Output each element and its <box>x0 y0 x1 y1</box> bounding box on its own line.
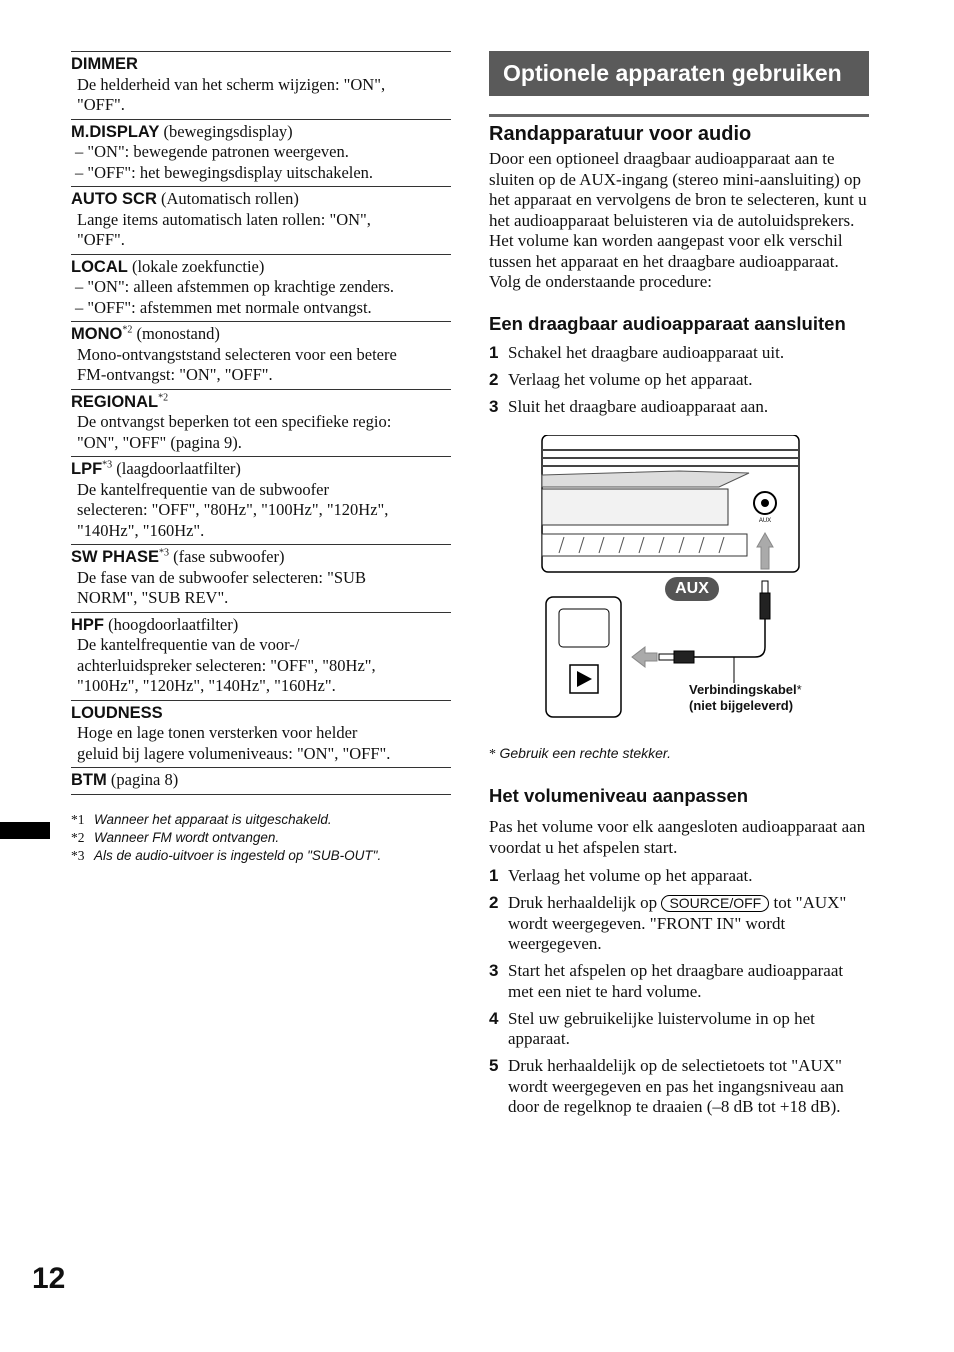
setting-term: LOCAL <box>71 257 128 276</box>
step-number: 5 <box>489 1056 499 1075</box>
setting-entry <box>71 389 451 457</box>
step-number: 4 <box>489 1008 499 1028</box>
setting-header <box>71 615 451 636</box>
right-column <box>489 51 869 1124</box>
asterisk-note: * Gebruik een rechte stekker. <box>489 745 671 762</box>
setting-entry <box>71 612 451 700</box>
step-number: 3 <box>489 396 499 416</box>
setting-header <box>71 392 451 413</box>
left-arrow-icon <box>632 647 657 667</box>
footnote <box>71 829 451 847</box>
connect-steps <box>489 343 869 418</box>
setting-description: Hoge en lage tonen versterken voor helder <box>77 723 358 742</box>
setting-header <box>71 189 451 210</box>
setting-header <box>71 703 451 724</box>
volume-steps <box>489 866 869 1118</box>
step-text: Druk herhaaldelijk op de selectietoets tot "AUX" wordt weergegeven en pas het ingangsniveau aan door de regelknop te draaien (–8 dB tot +18 dB). <box>508 1056 844 1116</box>
aux-tag: AUX <box>665 577 719 601</box>
setting-note: (Automatisch rollen) <box>156 189 299 208</box>
section-rule <box>489 114 869 117</box>
setting-description: NORM", "SUB REV". <box>77 588 229 607</box>
step-number: 1 <box>489 342 499 362</box>
setting-term: LOUDNESS <box>71 703 163 722</box>
step-item <box>489 866 869 887</box>
setting-header <box>71 54 451 75</box>
step-text: Sluit het draagbare audioapparaat aan. <box>508 396 769 416</box>
footnote-ref: *2 <box>158 392 169 403</box>
step-item <box>489 961 869 1002</box>
step-text: Schakel het draagbare audioapparaat uit. <box>508 342 785 362</box>
step-item <box>489 370 869 391</box>
setting-description: De helderheid van het scherm wijzigen: "ON", <box>77 74 386 94</box>
step-number: 2 <box>489 893 499 912</box>
setting-note: (lokale zoekfunctie) <box>127 256 265 276</box>
setting-header <box>71 257 451 278</box>
setting-term: HPF <box>71 615 104 634</box>
settings-list <box>71 51 451 865</box>
section-tab <box>0 822 50 839</box>
setting-description: – "ON": alleen afstemmen op krachtige zenders. <box>75 277 395 296</box>
setting-header <box>71 770 451 791</box>
setting-header <box>71 547 451 568</box>
setting-description: – "ON": bewegende patronen weergeven. <box>75 142 349 161</box>
footnote-ref: *2 <box>122 324 133 336</box>
volume-intro: Pas het volume voor elk aangesloten audioapparaat aan voordat u het afspelen start. <box>489 817 866 857</box>
setting-term: M.DISPLAY <box>71 122 160 141</box>
step-number: 3 <box>489 961 499 980</box>
setting-entry <box>71 254 451 322</box>
setting-description: "OFF". <box>77 95 125 114</box>
setting-entry <box>71 51 451 119</box>
step-number: 1 <box>489 866 499 885</box>
setting-note: (pagina 8) <box>106 770 179 789</box>
setting-entry <box>71 700 451 768</box>
step-text: Stel uw gebruikelijke luistervolume in op het apparaat. <box>508 1008 815 1048</box>
setting-term: LPF <box>71 460 103 478</box>
step-item <box>489 397 869 418</box>
footnote <box>71 811 451 829</box>
setting-description: FM-ontvangst: "ON", "OFF". <box>77 365 273 384</box>
page-number: 12 <box>32 1262 66 1295</box>
setting-entry <box>71 119 451 187</box>
footnote-ref: *3 <box>159 547 170 559</box>
setting-description: – "OFF": afstemmen met normale ontvangst. <box>75 297 372 317</box>
setting-note: (bewegingsdisplay) <box>159 121 293 141</box>
connection-diagram <box>489 435 869 735</box>
display-window <box>542 489 728 525</box>
step-item <box>489 1056 869 1118</box>
setting-description: De fase van de subwoofer selecteren: "SUB <box>77 567 366 587</box>
aux-jack-label: AUX <box>758 518 772 524</box>
footnote-mark: *3 <box>71 847 85 863</box>
setting-description: De kantelfrequentie van de voor-/ <box>77 635 300 654</box>
step-text: Verlaag het volume op het apparaat. <box>508 369 753 389</box>
setting-description: geluid bij lagere volumeniveaus: "ON", "OFF". <box>77 743 391 763</box>
cable-label: Verbindingskabel* (niet bijgeleverd) <box>689 682 802 713</box>
step-number: 2 <box>489 369 499 389</box>
setting-description: "140Hz", "160Hz". <box>77 520 205 540</box>
setting-entry <box>71 186 451 254</box>
volume-title: Het volumeniveau aanpassen <box>489 785 749 806</box>
setting-header <box>71 459 451 480</box>
step-item <box>489 343 869 364</box>
setting-note: (laagdoorlaatfilter) <box>112 459 241 478</box>
step-item <box>489 1009 869 1050</box>
setting-entry <box>71 456 451 544</box>
setting-description: achterluidspreker selecteren: "OFF", "80Hz", <box>77 655 376 675</box>
footnote-mark: *2 <box>71 829 85 845</box>
player-screen <box>559 609 609 647</box>
setting-description: "ON", "OFF" (pagina 9). <box>77 432 242 452</box>
footnote-mark: *1 <box>71 811 85 827</box>
setting-entry <box>71 544 451 612</box>
setting-note: (monostand) <box>132 324 220 343</box>
footnote-text: Als de audio-uitvoer is ingesteld op "SUB-OUT". <box>94 847 382 863</box>
setting-description: – "OFF": het bewegingsdisplay uitschakelen. <box>75 162 374 182</box>
setting-term: BTM <box>71 771 107 789</box>
setting-term: REGIONAL <box>71 392 159 411</box>
footnote <box>71 847 451 865</box>
setting-entry <box>71 321 451 389</box>
setting-term: SW PHASE <box>71 548 160 566</box>
setting-description: De kantelfrequentie van de subwoofer <box>77 479 329 499</box>
setting-header <box>71 324 451 345</box>
source-off-button: SOURCE/OFF <box>661 895 769 912</box>
setting-term: DIMMER <box>71 55 138 73</box>
setting-entry <box>71 767 451 795</box>
setting-note: (fase subwoofer) <box>169 547 285 566</box>
connect-title: Een draagbaar audioapparaat aansluiten <box>489 312 846 334</box>
step-text: Druk herhaaldelijk op SOURCE/OFF tot "AUX" wordt weergegeven. "FRONT IN" wordt weergegeven. <box>508 893 847 953</box>
settings-entries <box>71 51 451 795</box>
setting-term: MONO <box>71 325 123 343</box>
setting-description: selecteren: "OFF", "80Hz", "100Hz", "120Hz", <box>77 500 389 519</box>
footnote-ref: *3 <box>102 459 113 471</box>
setting-description: "OFF". <box>77 230 125 249</box>
setting-note: (hoogdoorlaatfilter) <box>104 614 239 634</box>
section-title: Randapparatuur voor audio <box>489 123 752 145</box>
footnotes <box>71 811 451 865</box>
setting-description: De ontvangst beperken tot een specifieke regio: <box>77 412 392 431</box>
step-text: Verlaag het volume op het apparaat. <box>508 866 753 885</box>
setting-description: "100Hz", "120Hz", "140Hz", "160Hz". <box>77 676 336 695</box>
setting-term: AUTO SCR <box>71 190 157 208</box>
setting-description: Lange items automatisch laten rollen: "ON", <box>77 209 371 229</box>
step-item <box>489 893 869 955</box>
step-text: Start het afspelen op het draagbare audioapparaat met een niet te hard volume. <box>508 961 844 1001</box>
cable-plug <box>674 651 694 663</box>
intro-paragraph: Door een optioneel draagbaar audioapparaat aan te sluiten op de AUX-ingang (stereo mini-aansluiting) op het apparaat en vervolgens de bron te selecteren, kunt u het audioapparaat beluisteren via de autoluidsprekers. Het volume kan worden aangepast voor elk verschil tussen het apparaat en het draagbare audioapparaat. Volg de onderstaande procedure: <box>489 149 867 291</box>
footnote-text: Wanneer het apparaat is uitgeschakeld. <box>94 811 332 827</box>
footnote-text: Wanneer FM wordt ontvangen. <box>94 829 280 845</box>
setting-description: Mono-ontvangststand selecteren voor een betere <box>77 344 397 364</box>
setting-header <box>71 122 451 143</box>
chapter-banner: Optionele apparaten gebruiken <box>489 51 869 96</box>
